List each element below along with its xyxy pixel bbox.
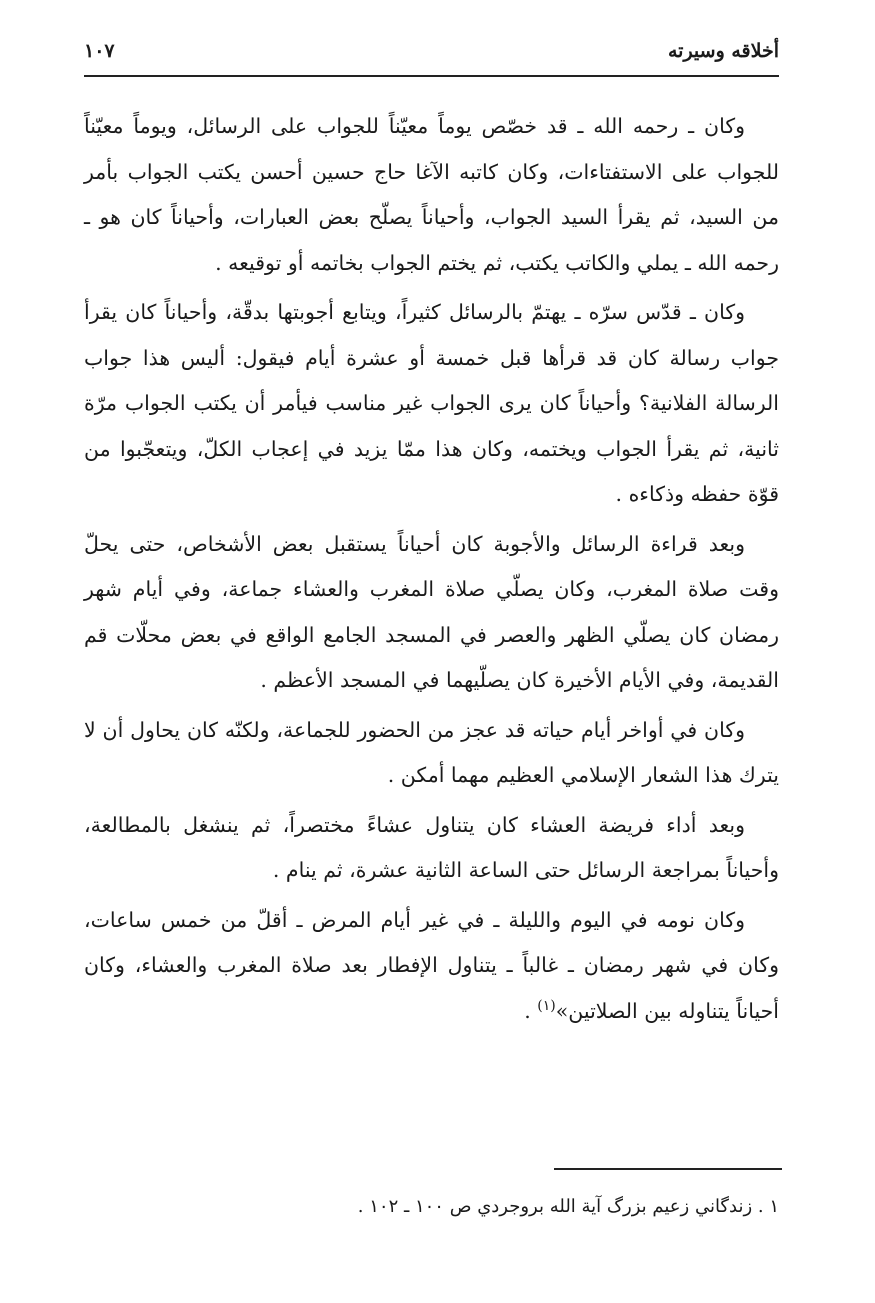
paragraph	[84, 898, 779, 1035]
paragraph: وبعد أداء فريضة العشاء كان يتناول عشاءً مختصراً، ثم ينشغل بالمطالعة، وأحياناً بمراجعة الرسائل حتى الساعة الثانية عشرة، ثم ينام .	[84, 812, 779, 882]
paragraph: وكان ـ رحمه الله ـ قد خصّص يوماً معيّناً للجواب على الرسائل، ويوماً معيّناً للجواب على الاستفتاءات، وكان كاتبه الآغا حاج حسين أحسن يكتب الجواب بأمر من السيد، ثم يقرأ السيد الجواب، وأحياناً يصلّح بعض العبارات، وأحياناً كان هو ـ رحمه الله ـ يملي والكاتب يكتب، ثم يختم الجواب بخاتمه أو توقيعه .	[84, 114, 779, 275]
page-number: ١٠٧	[84, 40, 115, 62]
paragraph: وكان ـ قدّس سرّه ـ يهتمّ بالرسائل كثيراً، ويتابع أجوبتها بدقّة، وأحياناً كان يقرأ جواب رسالة كان قد قرأها قبل خمسة أو عشرة أيام فيقول: أليس هذا جواب الرسالة الفلانية؟ وأحياناً كان يرى الجواب غير مناسب فيأمر أن يكتب الجواب مرّة ثانية، ثم يقرأ الجواب ويختمه، وكان هذا ممّا يزيد في إعجاب الكلّ، ويتعجّبوا من قوّة حفظه وذكاءه .	[84, 300, 779, 506]
paragraph-text: وكان نومه في اليوم والليلة ـ في غير أيام المرض ـ أقلّ من خمس ساعات، وكان في شهر رمضان ـ غالباً ـ يتناول الإفطار بعد صلاة المغرب والعشاء، وكان أحياناً يتناوله بين الصلاتين»	[84, 907, 779, 1023]
body-text	[84, 104, 779, 1034]
footnote-reference: (١)	[537, 997, 556, 1014]
paragraph-end: .	[524, 998, 538, 1023]
paragraph: وكان في أواخر أيام حياته قد عجز من الحضور للجماعة، ولكنّه كان يحاول أن لا يترك هذا الشعار الإسلامي العظيم مهما أمكن .	[84, 717, 779, 787]
footnote: ١ . زندگاني زعيم بزرگ آية الله بروجردي ص ١٠٠ ـ ١٠٢ .	[357, 1196, 779, 1217]
running-title: أخلاقه وسيرته	[667, 40, 779, 62]
header-rule	[84, 75, 779, 77]
page-header	[84, 36, 779, 70]
footnote-rule	[554, 1168, 782, 1170]
paragraph: وبعد قراءة الرسائل والأجوبة كان أحياناً يستقبل بعض الأشخاص، حتى يحلّ وقت صلاة المغرب، وكان يصلّي صلاة المغرب والعشاء جماعة، وفي أيام شهر رمضان كان يصلّي الظهر والعصر في المسجد الجامع الواقع في بعض محلّات قم القديمة، وفي الأيام الأخيرة كان يصلّيهما في المسجد الأعظم .	[84, 531, 779, 692]
